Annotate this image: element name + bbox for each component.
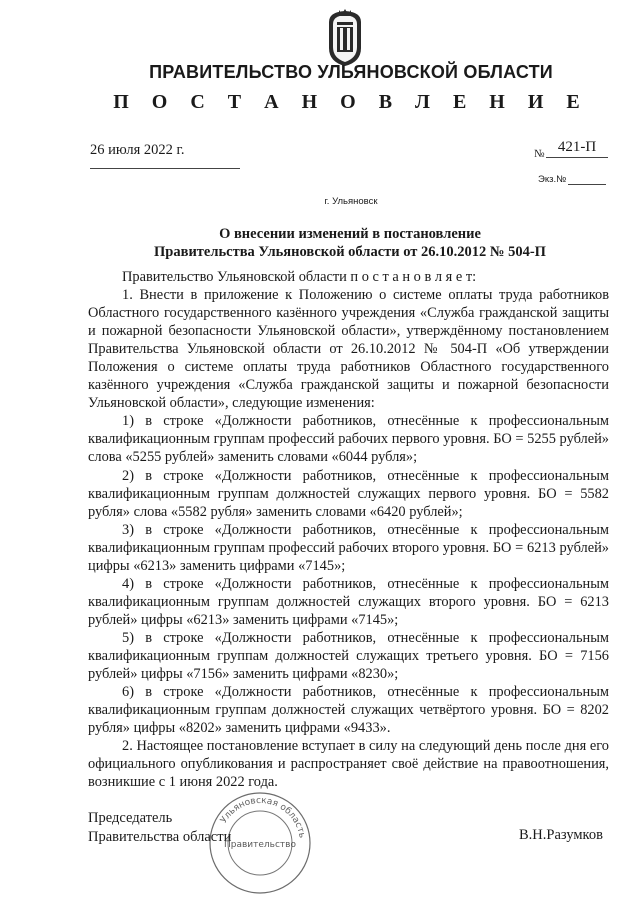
document-date: 26 июля 2022 г. [90,142,185,158]
stamp-center-text: Правительство [224,840,296,850]
number-label: № [534,148,545,160]
subitem-5: 5) в строке «Должности работников, отнесённые к профессиональным квалификационным группам должностей служащих третьего уровня. БО = 7156 рублей» цифры «7156» заменить цифрами «8230»; [88,629,609,683]
organization-title: ПРАВИТЕЛЬСТВО УЛЬЯНОВСКОЙ ОБЛАСТИ [149,62,553,82]
subitem-4: 4) в строке «Должности работников, отнесённые к профессиональным квалификационным группам должностей служащих второго уровня. БО = 6213 рублей» цифры «6213» заменить цифрами «7145»; [88,575,609,628]
subitem-6: 6) в строке «Должности работников, отнесённые к профессиональным квалификационным группам должностей служащих четвёртого уровня. БО = 8202 рубля» цифры «8202» заменить цифрами «9433». [88,684,609,737]
date-underline [90,168,240,169]
city: г. Ульяновск [324,196,378,207]
coat-of-arms-icon [325,8,365,68]
document-body [88,268,609,791]
title-line-1: О внесении изменений в постановление [219,226,481,242]
document-title [90,225,610,261]
title-line-2: Правительства Ульяновской области от 26.10.2012 № 504-П [154,244,546,260]
document-number: 421-П [546,139,608,158]
stamp-ring-text: Ульяновская область [218,795,307,839]
position-line-2: Правительства области [88,829,232,845]
preamble: Правительство Ульяновской области п о с т а н о в л я е т: [122,269,477,285]
subitem-1: 1) в строке «Должности работников, отнесённые к профессиональным квалификационным группам профессий рабочих первого уровня. БО = 5255 рублей» слова «5255 рублей» заменить словами «6044 рубля»; [88,413,609,466]
svg-text:Ульяновская область [219,796,307,839]
copy-number-line [568,184,606,185]
copy-number-label: Экз.№ [538,174,567,185]
subitem-2: 2) в строке «Должности работников, отнесённые к профессиональным квалификационным группам должностей служащих первого уровня. БО = 5582 рубля» слова «5582 рубля» заменить словами «6420 рублей»; [88,467,609,520]
position-line-1: Председатель [88,810,173,826]
item-2: 2. Настоящее постановление вступает в силу на следующий день после дня его официального опубликования и распространяет своё действие на правоотношения, возникшие с 1 июня 2022 года. [88,738,609,791]
official-stamp [206,789,314,897]
signatory-name: В.Н.Разумков [519,827,603,843]
item-1-intro: 1. Внести в приложение к Положению о системе оплаты труда работников Областного государственного казённого учреждения «Служба гражданской защиты и пожарной безопасности Ульяновской области», утверждённому постановлением Правительства Ульяновской области от 26.10.2012 № 504-П «Об утверждении Положения о системе оплаты труда работников Областного государственного казённого учреждения «Служба гражданской защиты и пожарной безопасности Ульяновской области», следующие изменения: [88,287,609,412]
document-type: П О С Т А Н О В Л Е Н И Е [113,91,589,113]
subitem-3: 3) в строке «Должности работников, отнесённые к профессиональным квалификационным группам профессий рабочих второго уровня. БО = 6213 рублей» цифры «6213» заменить цифрами «7145»; [88,521,609,574]
